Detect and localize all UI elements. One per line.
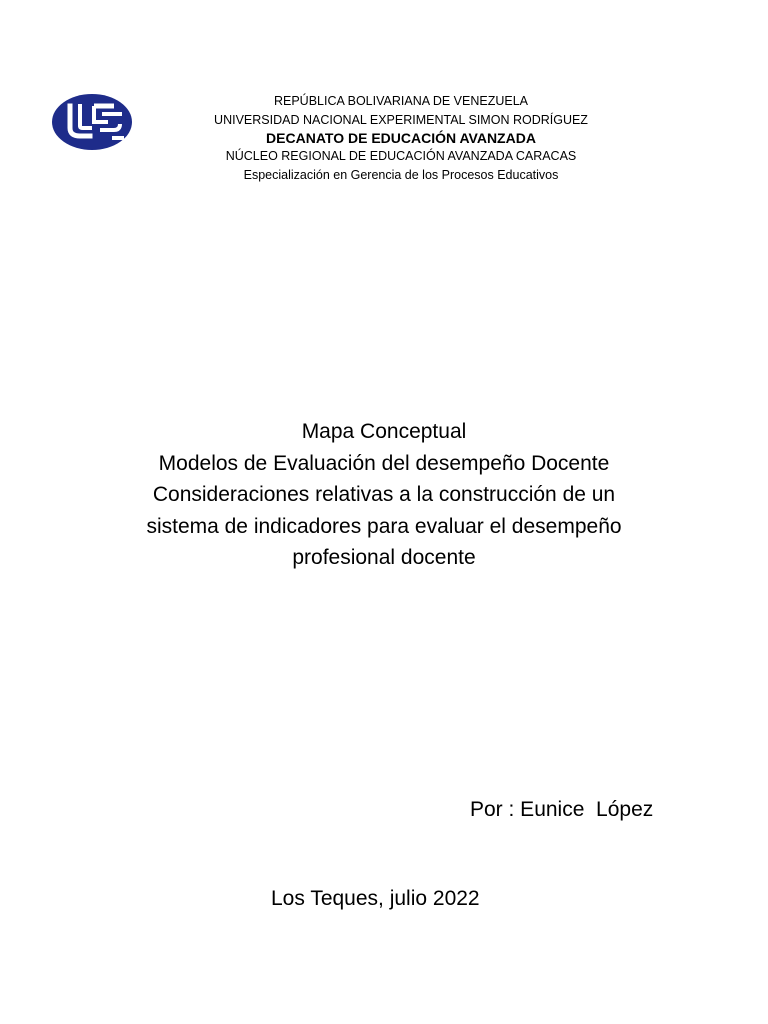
document-title	[100, 416, 668, 574]
header-university: UNIVERSIDAD NACIONAL EXPERIMENTAL SIMON RODRÍGUEZ	[214, 112, 588, 127]
author-line: Por : Eunice López	[470, 798, 654, 821]
title-line-4: sistema de indicadores para evaluar el desempeño	[146, 514, 622, 538]
title-line-1: Mapa Conceptual	[301, 420, 467, 443]
institution-header	[150, 92, 652, 184]
title-line-2: Modelos de Evaluación del desempeño Docente	[158, 451, 610, 475]
header-deanery: DECANATO DE EDUCACIÓN AVANZADA	[266, 130, 536, 146]
title-line-3: Consideraciones relativas a la construcción de un	[152, 483, 616, 506]
title-line-5: profesional docente	[292, 546, 476, 569]
place-date-line: Los Teques, julio 2022	[271, 887, 480, 910]
header-country: REPÚBLICA BOLIVARIANA DE VENEZUELA	[273, 94, 529, 108]
header-nucleus: NÚCLEO REGIONAL DE EDUCACIÓN AVANZADA CARACAS	[225, 149, 577, 163]
university-logo	[50, 92, 134, 152]
header-specialization: Especialización en Gerencia de los Procesos Educativos	[243, 167, 559, 182]
unesr-logo-icon	[50, 92, 134, 152]
